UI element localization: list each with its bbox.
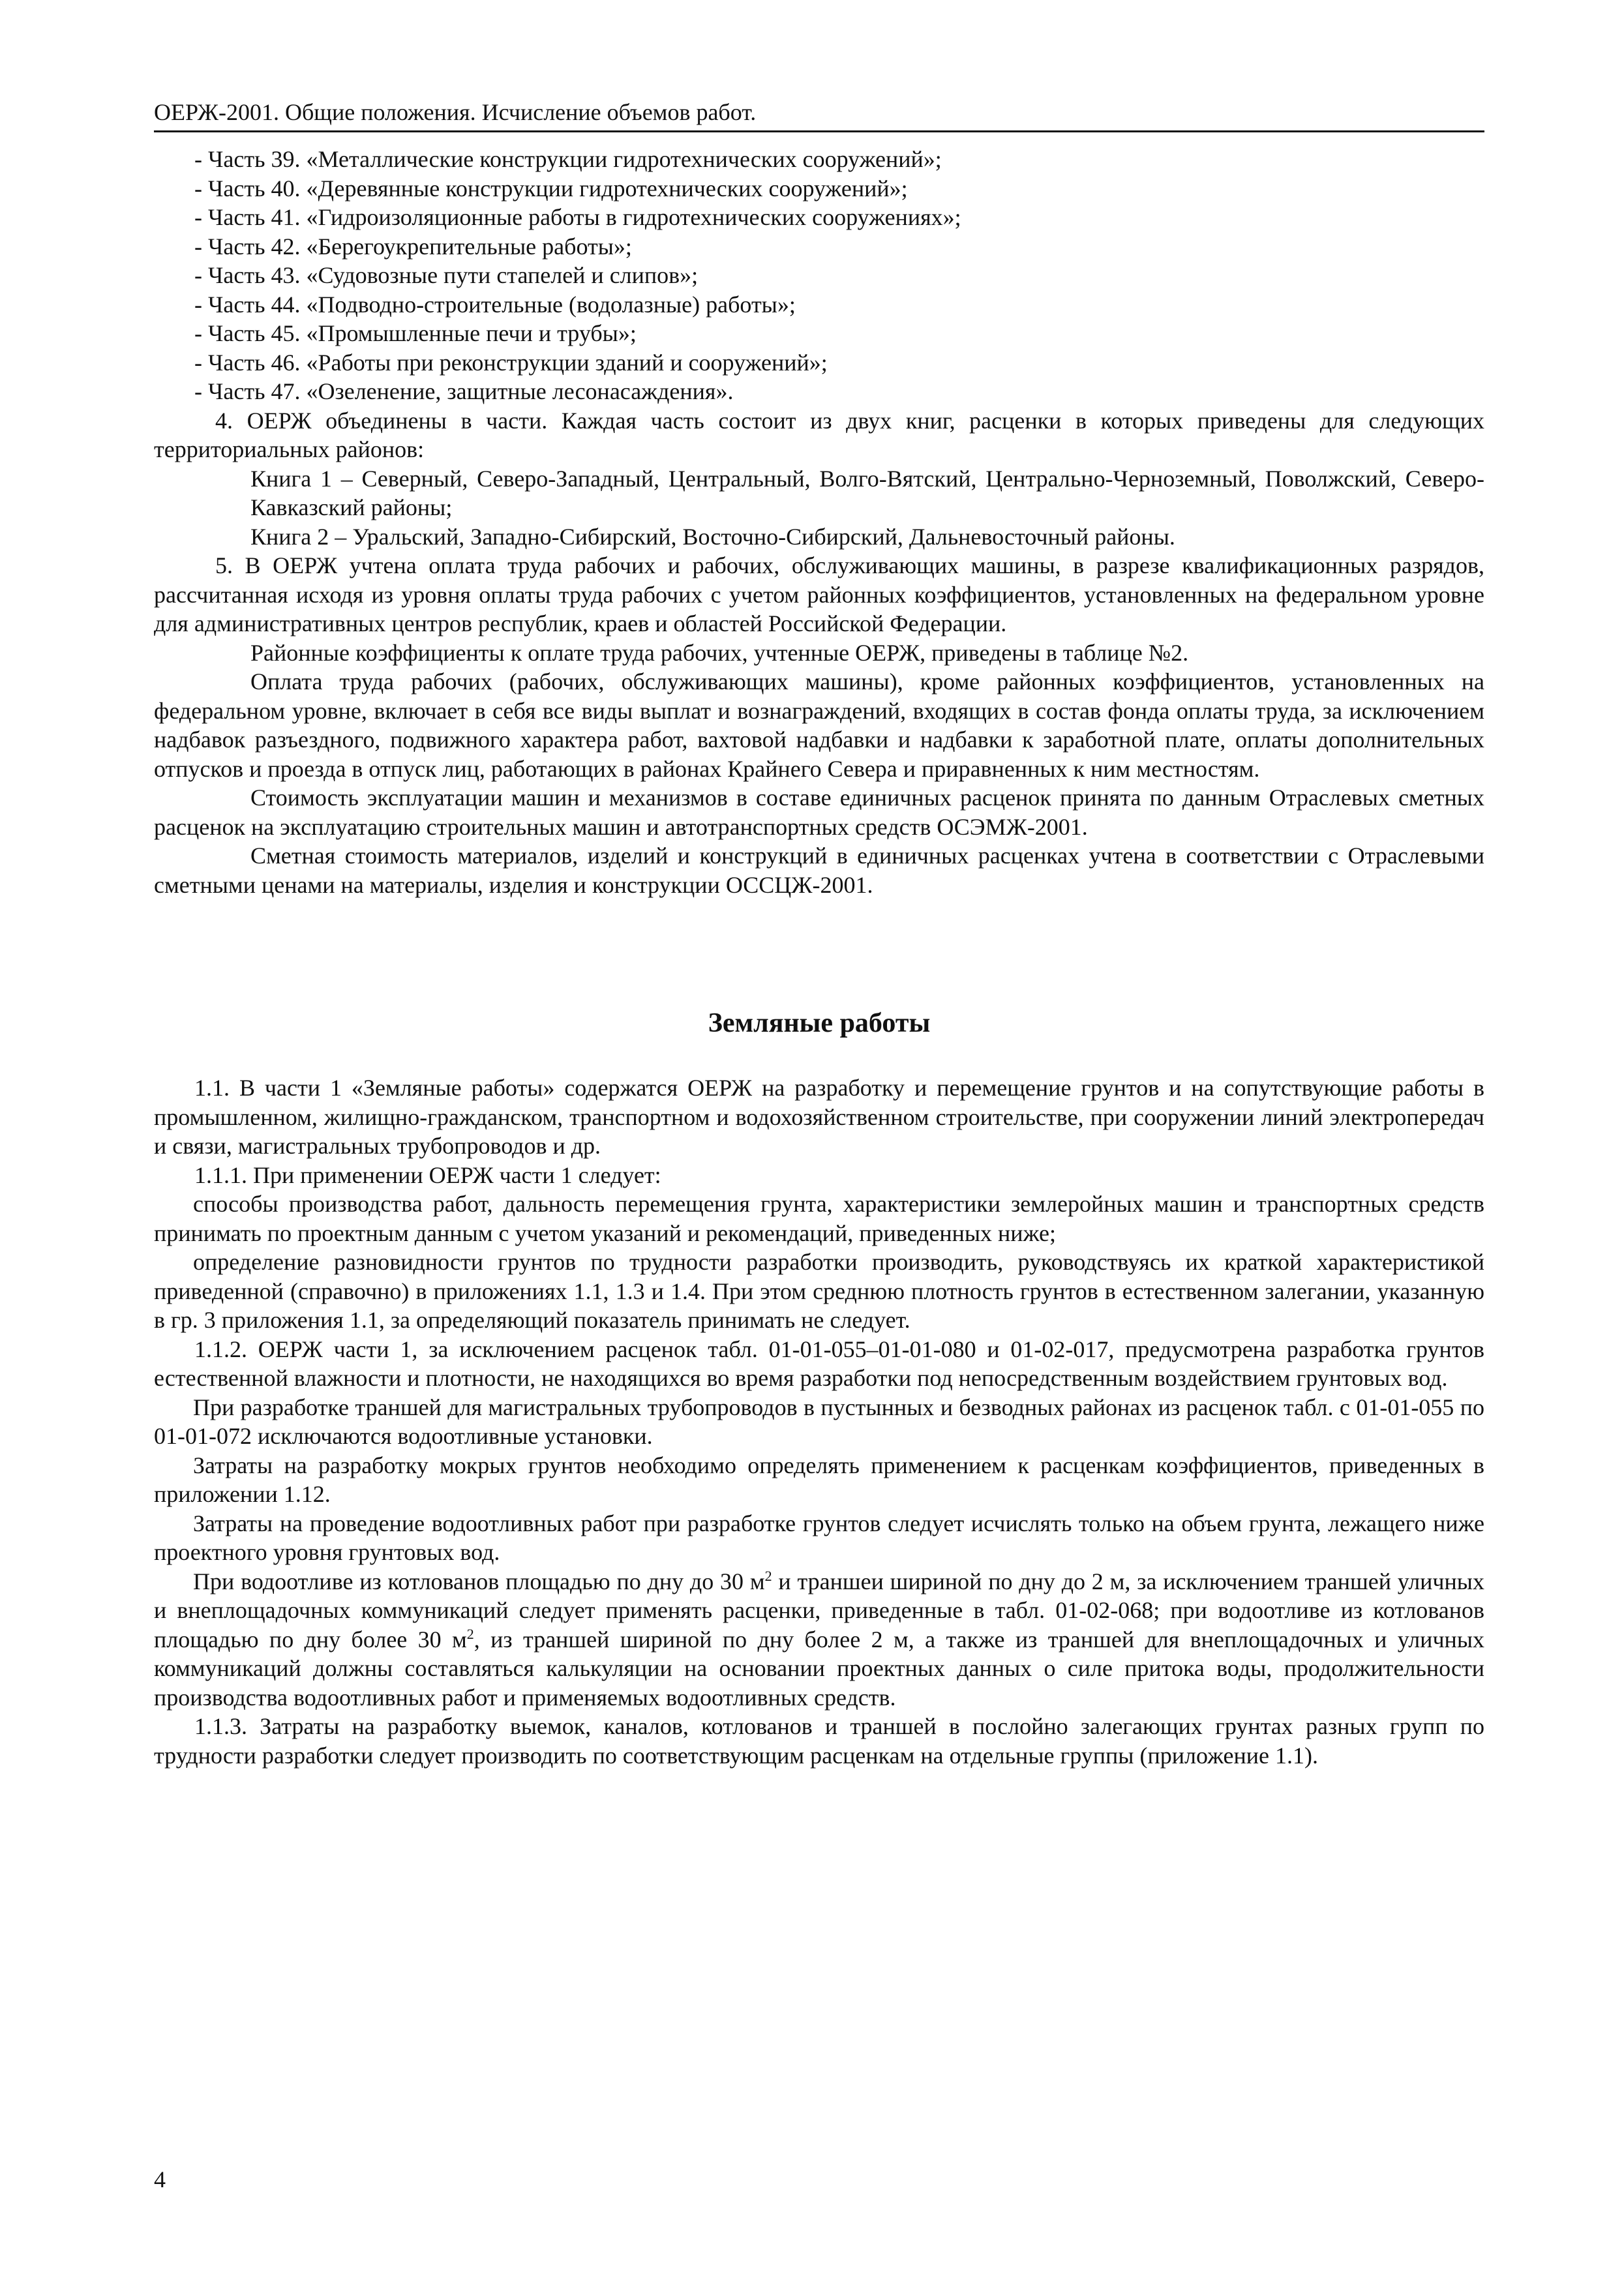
paragraph-5: 5. В ОЕРЖ учтена оплата труда рабочих и рабочих, обслуживающих машины, в разрезе квалификационных разрядов, рассчитанная исходя из уровня оплаты труда рабочих с учетом районных коэффициентов, установленных на федеральном уровне для административных центров республик, краев и областей Российской Федерации. (154, 552, 1484, 636)
paragraph-drainage: Затраты на проведение водоотливных работ при разработке грунтов следует исчислять только на объем грунта, лежащего ниже проектного уровня грунтовых вод. (154, 1510, 1484, 1565)
paragraph-1-1-3: 1.1.3. Затраты на разработку выемок, каналов, котлованов и траншей в послойно залегающих грунтах разных групп по трудности разработки следует производить по соответствующим расценкам на отдельные группы (приложение 1.1). (154, 1713, 1484, 1769)
header-rule (154, 130, 1484, 132)
list-item: - Часть 45. «Промышленные печи и трубы»; (194, 320, 637, 346)
list-item: - Часть 40. «Деревянные конструкции гидротехнических сооружений»; (194, 175, 908, 202)
list-item: - Часть 47. «Озеленение, защитные лесонасаждения». (194, 378, 734, 404)
paragraph-material-costs: Сметная стоимость материалов, изделий и конструкций в единичных расценках учтена в соответствии с Отраслевыми сметными ценами на материалы, изделия и конструкции ОССЦЖ-2001. (154, 843, 1484, 898)
paragraph-work-methods: способы производства работ, дальность перемещения грунта, характеристики землеройных машин и транспортных средств принимать по проектным данным с учетом указаний и рекомендаций, приведенных ниже; (154, 1191, 1484, 1246)
paragraph-book-1: Книга 1 – Северный, Северо-Западный, Центральный, Волго-Вятский, Центрально-Черноземный, Поволжский, Северо-Кавказский районы; (250, 465, 1484, 520)
paragraph-1-1-2: 1.1.2. ОЕРЖ части 1, за исключением расценок табл. 01-01-055–01-01-080 и 01-02-017, предусмотрена разработка грунтов естественной влажности и плотности, не находящихся во время разработки под непосредственным воздействием грунтовых вод. (154, 1336, 1484, 1391)
paragraph-pipeline-trenches: При разработке траншей для магистральных трубопроводов в пустынных и безводных районах из расценок табл. с 01-01-055 по 01-01-072 исключаются водоотливные установки. (154, 1394, 1484, 1449)
paragraph-1-1: 1.1. В части 1 «Земляные работы» содержатся ОЕРЖ на разработку и перемещение грунтов и на сопутствующие работы в промышленном, жилищно-гражданском, транспортном и водохозяйственном строительстве, при сооружении линий электропередач и связи, магистральных трубопроводов и др. (154, 1075, 1484, 1159)
paragraph-soil-types: определение разновидности грунтов по трудности разработки производить, руководствуясь их краткой характеристикой приведенной (справочно) в приложениях 1.1, 1.3 и 1.4. При этом среднюю плотность грунтов в естественном залегании, указанную в гр. 3 приложения 1.1, за определяющий показатель принимать не следует. (154, 1249, 1484, 1333)
paragraph-book-2: Книга 2 – Уральский, Западно-Сибирский, Восточно-Сибирский, Дальневосточный районы. (250, 523, 1175, 550)
list-item: - Часть 44. «Подводно-строительные (водолазные) работы»; (194, 291, 796, 318)
paragraph-4: 4. ОЕРЖ объединены в части. Каждая часть состоит из двух книг, расценки в которых приведены для следующих территориальных районов: (154, 407, 1484, 462)
superscript: 2 (764, 1567, 772, 1584)
list-item: - Часть 42. «Берегоукрепительные работы»; (194, 233, 632, 260)
paragraph-1-1-1: 1.1.1. При применении ОЕРЖ части 1 следует: (194, 1161, 661, 1188)
text-run: При водоотливе из котлованов площадью по дну до 30 м (193, 1568, 765, 1594)
page-content (154, 145, 1484, 1770)
paragraph-wet-soils: Затраты на разработку мокрых грунтов необходимо определять применением к расценкам коэффициентов, приведенных в приложении 1.12. (154, 1452, 1484, 1507)
superscript: 2 (466, 1625, 474, 1642)
paragraph-regional-coefficients: Районные коэффициенты к оплате труда рабочих, учтенные ОЕРЖ, приведены в таблице №2. (250, 639, 1189, 666)
list-item: - Часть 46. «Работы при реконструкции зданий и сооружений»; (194, 349, 828, 376)
list-item: - Часть 39. «Металлические конструкции гидротехнических сооружений»; (194, 146, 942, 172)
paragraph-pit-drainage (154, 1567, 1484, 1713)
paragraph-machine-costs: Стоимость эксплуатации машин и механизмов в составе единичных расценок принята по данным Отраслевых сметных расценок на эксплуатацию строительных машин и автотранспортных средств ОСЭМЖ-2001. (154, 785, 1484, 840)
page-number: 4 (154, 2166, 166, 2192)
parts-list (154, 145, 1484, 406)
text-run: и траншеи шириной по дну до 2 м, за исключением траншей уличных и внеплощадочных коммуникаций следует применять расценки, приведенные в табл. 01-02-068; при водоотливе из котлованов площадью по дну более 30 м (154, 1568, 1484, 1653)
paragraph-labor-pay: Оплата труда рабочих (рабочих, обслуживающих машины), кроме районных коэффициентов, установленных на федеральном уровне, включает в себя все виды выплат и вознаграждений, входящих в состав фонда оплаты труда, за исключением надбавок разъездного, подвижного характера работ, вахтовой надбавки и надбавки к заработной плате, оплаты дополнительных отпусков и проезда в отпуск лиц, работающих в районах Крайнего Севера и приравненных к ним местностям. (154, 668, 1484, 782)
text-run: , из траншей шириной по дну более 2 м, а также из траншей для внеплощадочных и уличных коммуникаций должны составляться калькуляции на основании проектных данных о силе притока воды, продолжительности производства водоотливных работ и применяемых водоотливных средств. (154, 1626, 1484, 1711)
list-item: - Часть 43. «Судовозные пути стапелей и слипов»; (194, 262, 699, 288)
section-title: Земляные работы (708, 1008, 931, 1038)
list-item: - Часть 41. «Гидроизоляционные работы в гидротехнических сооружениях»; (194, 204, 961, 230)
running-header: ОЕРЖ-2001. Общие положения. Исчисление объемов работ. (154, 99, 757, 125)
